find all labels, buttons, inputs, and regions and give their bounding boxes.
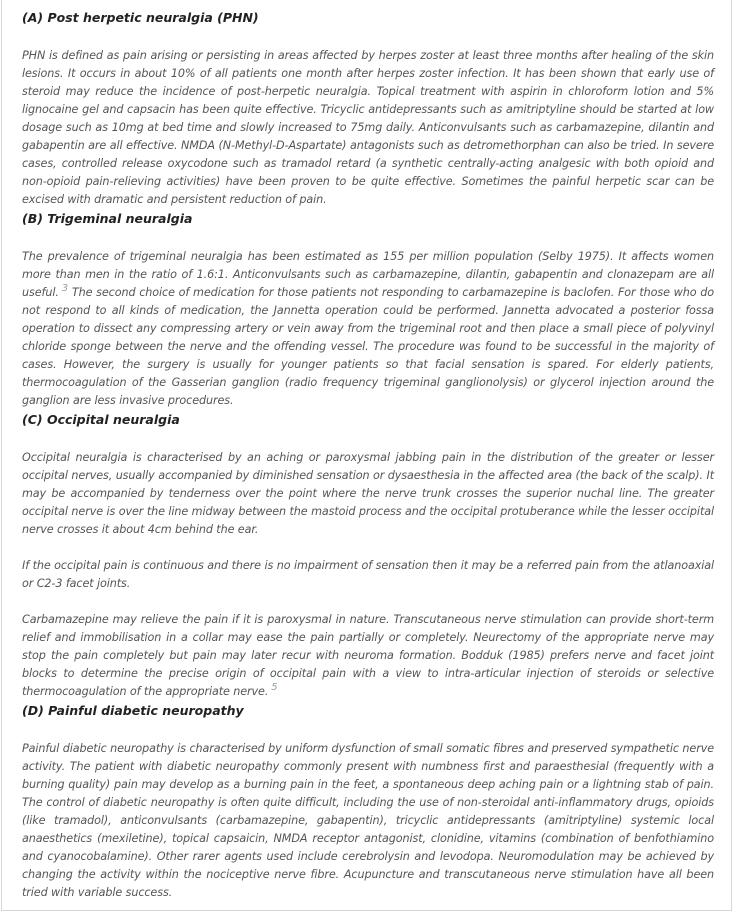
paragraph-diabetic: Painful diabetic neuropathy is characterised by uniform dysfunction of small somatic fibres and preserved sympathetic nerve activity. The patient with diabetic neuropathy commonly present with numbness first and paraesthesial (frequently with a burning quality) pain may develop as a burning pain in the feet, a spontaneous deep aching pain or a lightning stab of pain. The control of diabetic neuropathy is often quite difficult, including the use of non-steroidal anti-inflammatory drugs, opioids (like tramadol), anticonvulsants (carbamazepine, gabapentin), tricyclic antidepressants (amitriptyline) systemic local anaesthetics (mexiletine), topical capsaicin, NMDA receptor antagonist, clonidine, vitamins (combination of benfothiamino and cyanocobalamine). Other rarer agents used include cerebrolysin and levodopa. Neuromodulation may be achieved by changing the activity within the nociceptive nerve fibre. Acupuncture and transcutaneous nerve stimulation have all been tried with variable success. xyxy=(22,742,714,899)
section-heading-diabetic: (D) Painful diabetic neuropathy xyxy=(22,703,244,718)
paragraph-trigeminal-part2: The second choice of medication for those patients not responding to carbamazepine is baclofen. For those who do not respond to all kinds of medication, the Jannetta operation could be performed. Jannetta advocated a posterior fossa operation to dissect any compressing artery or vein away from the trigeminal root and then place a small piece of polyvinyl chloride sponge between the nerve and the offending vessel. The procedure was found to be successful in the majority of cases. However, the surgery is usually for younger patients so that facial sensation is spared. For elderly patients, thermocoagulation of the Gasserian ganglion (radio frequency trigeminal ganglionolysis) or glycerol injection around the ganglion are less invasive procedures. xyxy=(22,286,714,407)
section-heading-phn: (A) Post herpetic neuralgia (PHN) xyxy=(22,10,259,25)
reference-link-5[interactable]: 5 xyxy=(271,682,278,693)
article-content xyxy=(22,8,714,902)
paragraph-occipital-3 xyxy=(22,611,714,701)
section-heading-trigeminal: (B) Trigeminal neuralgia xyxy=(22,211,193,226)
reference-link-3[interactable]: 3 xyxy=(61,283,69,294)
paragraph-occipital-1: Occipital neuralgia is characterised by an aching or paroxysmal jabbing pain in the distribution of the greater or lesser occipital nerves, usually accompanied by diminished sensation or dysaesthesia in the affected area (the back of the scalp). It may be accompanied by tenderness over the point where the nerve trunk crosses the superior nuchal line. The greater occipital nerve is over the line midway between the mastoid process and the occipital protuberance while the lesser occipital nerve crosses it about 4cm behind the ear. xyxy=(22,451,714,536)
paragraph-trigeminal-part1: The prevalence of trigeminal neuralgia has been estimated as 155 per million population (Selby 1975). It affects women more than men in the ratio of 1.6:1. Anticonvulsants such as carbamazepine, dilantin, gabapentin and clonazepam are all useful. xyxy=(22,250,714,299)
paragraph-occipital-2: If the occipital pain is continuous and there is no impairment of sensation then it may be a referred pain from the atlanoaxial or C2-3 facet joints. xyxy=(22,559,714,590)
paragraph-phn: PHN is defined as pain arising or persisting in areas affected by herpes zoster at least three months after healing of the skin lesions. It occurs in about 10% of all patients one month after herpes zoster infection. It has been shown that early use of steroid may reduce the incidence of post-herpetic neuralgia. Topical treatment with aspirin in chloroform lotion and 5% lignocaine gel and capsacin has been quite effective. Tricyclic antidepressants such as amitriptyline should be started at low dosage such as 10mg at bed time and slowly increased to 75mg daily. Anticonvulsants such as carbamazepine, dilantin and gabapentin are all effective. NMDA (N-Methyl-D-Aspartate) antagonists such as detromethorphan can also be tried. In severe cases, controlled release oxycodone such as tramadol retard (a synthetic centrally-acting analgesic with both opioid and non-opioid pain-relieving activities) have been proven to be quite effective. Sometimes the painful herpetic scar can be excised with dramatic and persistent reduction of pain. xyxy=(22,49,714,206)
paragraph-trigeminal xyxy=(22,248,714,410)
section-heading-occipital: (C) Occipital neuralgia xyxy=(22,412,180,427)
paragraph-occipital-3-text: Carbamazepine may relieve the pain if it is paroxysmal in nature. Transcutaneous nerve stimulation can provide short-term relief and immobilisation in a collar may ease the pain partially or completely. Neurectomy of the appropriate nerve may stop the pain completely but pain may later recur with neuroma formation. Bodduk (1985) prefers nerve and facet joint blocks to determine the precise origin of occipital pain with a view to intra-articular injection of steroids or selective thermocoagulation of the appropriate nerve. xyxy=(22,613,714,698)
